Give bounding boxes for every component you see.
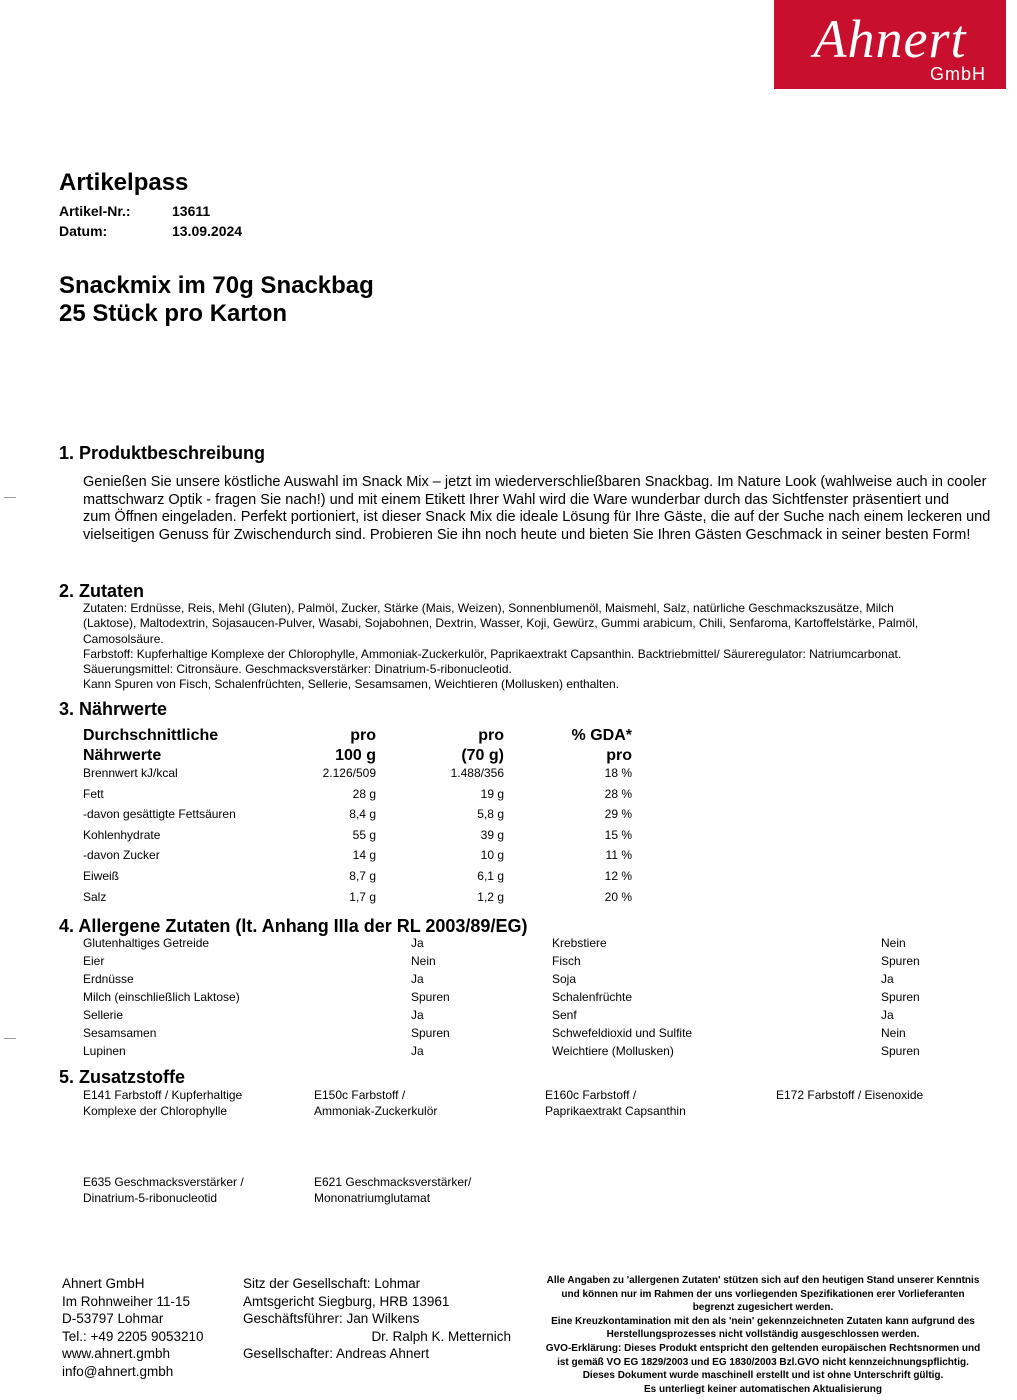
additive-line: Paprikaextrakt Capsanthin <box>545 1103 686 1118</box>
allergen-status: Spuren <box>881 990 920 1004</box>
footer-address <box>62 1275 204 1381</box>
nutrient-per70: 1.488/356 <box>450 766 504 780</box>
additive-line: Ammoniak-Zuckerkulör <box>314 1103 438 1118</box>
ingredients-line: Zutaten: Erdnüsse, Reis, Mehl (Gluten), Palmöl, Zucker, Stärke (Mais, Weizen), Sonnenblumenöl, Maismehl, Salz, natürliche Geschmackszusätze, Milch <box>83 601 894 615</box>
header-line: pro <box>606 746 632 764</box>
fold-mark <box>4 1038 16 1039</box>
nutrient-name: Eiweiß <box>83 869 120 883</box>
logo-suffix: GmbH <box>929 64 986 84</box>
allergen-name: Sellerie <box>83 1008 124 1022</box>
header-line: Durchschnittliche <box>83 727 219 744</box>
nutrition-header-per100 <box>276 726 376 765</box>
article-number-label: Artikel-Nr.: <box>59 203 131 219</box>
header-line: 100 g <box>335 746 376 764</box>
legal-line: Gesellschafter: Andreas Ahnert <box>243 1346 430 1362</box>
nutrient-gda: 15 % <box>604 827 632 842</box>
nutrient-per70: 10 g <box>480 848 504 863</box>
logo-name: Ahnert <box>813 9 967 69</box>
additive-item <box>776 1088 1001 1104</box>
nutrient-per70: 6,1 g <box>477 869 504 883</box>
nutrient-gda: 29 % <box>604 807 632 822</box>
disclaimer-line: Es unterliegt keiner automatischen Aktualisierung <box>643 1383 883 1395</box>
nutrient-gda: 28 % <box>604 786 632 801</box>
nutrient-name: Salz <box>83 889 107 904</box>
email-link[interactable]: info@ahnert.gmbh <box>62 1363 174 1379</box>
nutrient-gda: 20 % <box>604 889 632 904</box>
additive-line: E141 Farbstoff / Kupferhaltige <box>83 1088 243 1102</box>
description-line: Genießen Sie unsere köstliche Auswahl im Snack Mix – jetzt im wiederverschließbaren Snackbag. Im Nature Look (wahlweise auch in cooler <box>83 474 987 490</box>
allergen-status: Ja <box>411 936 424 950</box>
nutrient-per100: 1,7 g <box>349 889 376 904</box>
disclaimer-line: begrenzt zugesichert werden. <box>692 1302 834 1314</box>
allergen-name: Schwefeldioxid und Sulfite <box>552 1026 693 1040</box>
allergen-name: Weichtiere (Mollusken) <box>552 1044 674 1058</box>
header-line: pro <box>350 727 376 744</box>
section-nutrition-title: 3. Nährwerte <box>59 699 168 719</box>
allergen-name: Milch (einschließlich Laktose) <box>83 990 240 1004</box>
nutrient-name: Fett <box>83 786 104 801</box>
allergen-status: Nein <box>881 936 906 950</box>
disclaimer-line: Dieses Dokument wurde maschinell erstellt und ist ohne Unterschrift gültig. <box>582 1370 944 1382</box>
section-allergens-title: 4. Allergene Zutaten (lt. Anhang IIIa der RL 2003/89/EG) <box>59 916 528 936</box>
nutrient-per70: 19 g <box>480 786 504 801</box>
footer-disclaimer <box>520 1274 1006 1396</box>
date-value: 13.09.2024 <box>172 223 243 239</box>
disclaimer-line: und können nur im Rahmen der uns vorliegenden Spezifikationen erer Vorlieferanten <box>561 1288 965 1300</box>
nutrient-gda: 12 % <box>604 869 632 883</box>
allergen-status: Spuren <box>411 1026 450 1040</box>
allergen-status: Ja <box>881 972 894 986</box>
allergen-name: Schalenfrüchte <box>552 990 633 1004</box>
additive-item <box>83 1175 308 1206</box>
ingredients-line: (Laktose), Maltodextrin, Sojasaucen-Pulver, Wasabi, Sojabohnen, Dextrin, Wasser, Koji, Gewürz, Gummi arabicum, Chili, Senfaroma, Kartoffelstärke, Palmöl, <box>83 616 919 631</box>
allergen-status: Ja <box>411 1044 424 1058</box>
legal-line: Dr. Ralph K. Metternich <box>371 1328 511 1344</box>
city: D-53797 Lohmar <box>62 1311 164 1327</box>
section-ingredients-title: 2. Zutaten <box>59 581 145 601</box>
header-line: % GDA* <box>571 727 632 744</box>
header-line: Nährwerte <box>83 746 162 764</box>
additive-line: E150c Farbstoff / <box>314 1088 406 1102</box>
nutrient-name: -davon gesättigte Fettsäuren <box>83 807 236 822</box>
additive-item <box>545 1088 770 1119</box>
additive-item <box>314 1175 539 1206</box>
description-line: mattschwarz Optik - fragen Sie nach!) und mit einem Etikett Ihrer Wahl wird die Ware wunderbar durch das Sichtfenster präsentiert und <box>83 491 950 508</box>
footer-legal <box>243 1275 511 1363</box>
ingredients-line: Kann Spuren von Fisch, Schalenfrüchten, Sellerie, Sesamsamen, Weichtieren (Mollusken) enthalten. <box>83 677 620 692</box>
page-title: Artikelpass <box>59 169 189 196</box>
nutrient-per100: 8,4 g <box>349 807 376 822</box>
nutrient-name: Brennwert kJ/kcal <box>83 766 178 780</box>
allergen-name: Lupinen <box>83 1044 126 1058</box>
website-link[interactable]: www.ahnert.gmbh <box>62 1346 171 1362</box>
allergen-status: Spuren <box>411 990 450 1004</box>
nutrition-header-name <box>83 726 218 765</box>
allergen-name: Erdnüsse <box>83 972 134 986</box>
product-description <box>83 474 993 544</box>
section-description-title: 1. Produktbeschreibung <box>59 443 266 463</box>
additive-line: E635 Geschmacksverstärker / <box>83 1175 244 1189</box>
disclaimer-line: Eine Kreuzkontamination mit den als 'nein' gekennzeichneten Zutaten kann aufgrund des <box>551 1315 975 1327</box>
nutrient-per70: 39 g <box>480 827 504 842</box>
header-line: (70 g) <box>461 746 504 764</box>
nutrient-per100: 2.126/509 <box>322 766 376 780</box>
allergen-name: Eier <box>83 954 105 968</box>
nutrient-gda: 11 % <box>605 848 632 863</box>
product-name: Snackmix im 70g Snackbag <box>59 272 374 299</box>
phone: Tel.: +49 2205 9053210 <box>62 1328 204 1344</box>
article-number-value: 13611 <box>172 203 211 219</box>
allergen-status: Ja <box>411 1008 424 1022</box>
product-title <box>59 272 374 328</box>
section-additives-title: 5. Zusatzstoffe <box>59 1067 186 1087</box>
nutrient-name: Kohlenhydrate <box>83 827 161 842</box>
nutrition-header-gda <box>530 726 632 765</box>
nutrient-per100: 55 g <box>352 827 376 842</box>
nutrient-per100: 14 g <box>352 848 376 863</box>
allergen-name: Glutenhaltiges Getreide <box>83 936 210 950</box>
additive-line: Komplexe der Chlorophylle <box>83 1103 228 1118</box>
fold-mark <box>4 497 16 498</box>
allergen-name: Krebstiere <box>552 936 607 950</box>
nutrient-per70: 1,2 g <box>477 889 504 904</box>
allergen-status: Spuren <box>881 954 920 968</box>
ingredients-line: Camosolsäure. <box>83 631 164 646</box>
nutrition-header-per70 <box>404 726 504 765</box>
additive-line: Dinatrium-5-ribonucleotid <box>83 1190 218 1205</box>
ingredients-line: Säuerungsmittel: Citronsäure. Geschmacksverstärker: Dinatrium-5-ribonucleotid. <box>83 662 512 677</box>
disclaimer-line: ist gemäß VO EG 1829/2003 und EG 1830/2003 Bzl.GVO nicht kennzeichnungspflichtig. <box>557 1356 969 1368</box>
allergen-status: Spuren <box>881 1044 920 1058</box>
additive-line: E160c Farbstoff / <box>545 1088 637 1102</box>
allergen-name: Senf <box>552 1008 577 1022</box>
description-line: vielseitigen Genuss für Zwischendurch sind. Probieren Sie ihn noch heute und bieten Sie Ihren Gästen Geschmack in seiner besten Form! <box>83 526 971 543</box>
allergen-name: Fisch <box>552 954 581 968</box>
ingredients-line: Farbstoff: Kupferhaltige Komplexe der Chlorophylle, Ammoniak-Zuckerkulör, Paprikaextrakt Capsanthin. Backtriebmittel/ Säureregulator: Natriumcarbonat. <box>83 646 902 661</box>
allergen-status: Ja <box>881 1008 894 1022</box>
additive-item <box>83 1088 308 1119</box>
additive-line: E621 Geschmacksverstärker/ <box>314 1175 472 1189</box>
ingredients-text <box>83 601 993 693</box>
nutrient-per100: 28 g <box>352 786 376 801</box>
legal-line: Sitz der Gesellschaft: Lohmar <box>243 1276 421 1291</box>
company-name: Ahnert GmbH <box>62 1276 145 1291</box>
disclaimer-line: Herstellungsprozesses nicht vollständig ausgeschlossen werden. <box>606 1329 920 1341</box>
allergen-status: Ja <box>411 972 424 986</box>
legal-line: Amtsgericht Siegburg, HRB 13961 <box>243 1293 450 1309</box>
product-packaging: 25 Stück pro Karton <box>59 300 288 327</box>
disclaimer-line: Alle Angaben zu 'allergenen Zutaten' stützen sich auf den heutigen Stand unserer Kenntnis <box>546 1275 980 1286</box>
header-line: pro <box>478 727 504 744</box>
nutrient-per70: 5,8 g <box>477 807 504 822</box>
date-label: Datum: <box>59 223 108 239</box>
allergen-name: Sesamsamen <box>83 1026 157 1040</box>
additive-line: E172 Farbstoff / Eisenoxide <box>776 1088 924 1102</box>
allergen-status: Nein <box>411 954 436 968</box>
description-line: zum Öffnen eingeladen. Perfekt portioniert, ist dieser Snack Mix die ideale Lösung für Ihre Gäste, die auf der Suche nach einem leckeren und <box>83 509 991 526</box>
company-logo <box>774 0 1006 89</box>
nutrient-gda: 18 % <box>604 766 632 780</box>
legal-line: Geschäftsführer: Jan Wilkens <box>243 1311 420 1327</box>
disclaimer-line: GVO-Erklärung: Dieses Produkt entspricht den geltenden europäischen Rechtsnormen und <box>545 1342 981 1354</box>
allergen-name: Soja <box>552 972 577 986</box>
nutrient-name: -davon Zucker <box>83 848 160 863</box>
additive-item <box>314 1088 539 1119</box>
nutrient-per100: 8,7 g <box>349 869 376 883</box>
allergen-status: Nein <box>881 1026 906 1040</box>
street: Im Rohnweiher 11-15 <box>62 1293 191 1309</box>
additive-line: Mononatriumglutamat <box>314 1190 431 1205</box>
